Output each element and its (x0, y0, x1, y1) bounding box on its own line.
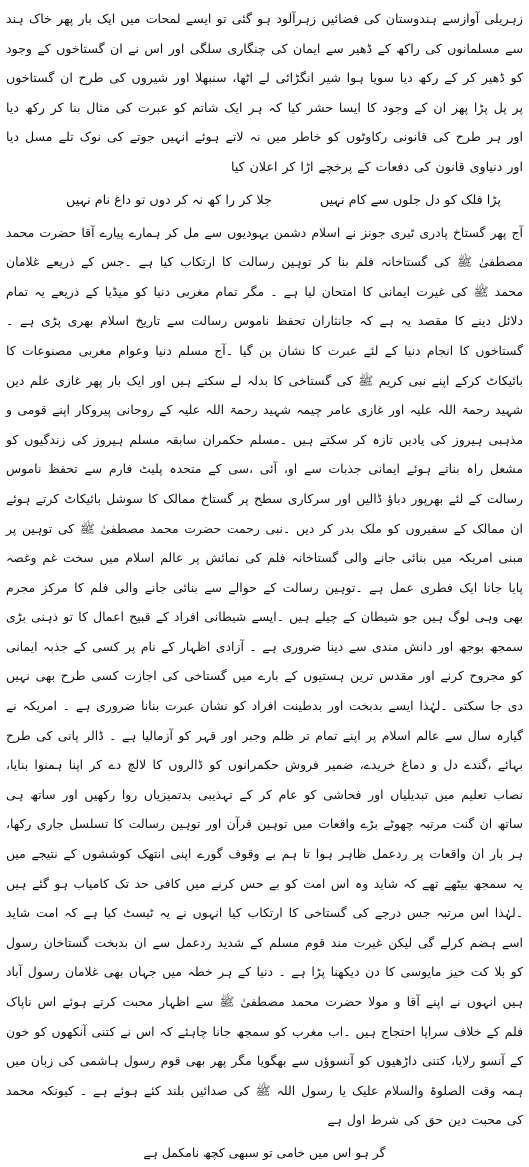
opening-paragraph: زہریلی آوازسے ہندوستان کی فضائیں زہرآلود ہو گئی تو ایسے لمحات میں ایک بار پھر خاک ہند سے مسلمانوں کی راکھ کے ڈھیر سے ایمان کی چنگاری سلگی اور اس نے ان گستاخوں کے وجود کو ڈھیر کر کے رکھ دیا سویا ہوا شیر انگڑائی لے اٹھا، سنبھلا اور شیروں کی طرح ان گستاخوں پر پل پڑا پھر ان کے وجود کا ایسا حشر کیا کہ ہر ایک شاتم کو عبرت کی مثال بنا کر رکھ دیا اور ہر طرح کی قانونی رکاوٹوں کو خاطر میں نہ لاتے ہوئے انہیں جوتے کی نوک تلے مسل دیا اور دنیاوی قانون کی دفعات کے پرخچے اڑا کر اعلان کیا (6, 11, 523, 174)
verse-line-first: پڑا فلک کو دل جلوں سے کام نہیں (319, 192, 501, 208)
verse-couplet (6, 182, 523, 218)
main-paragraph: آج پھر گستاخ پادری ٹیری جونز نے اسلام دشمن یہودیوں سے مل کر ہمارے پیارے آقا حضرت محمد مصطفیٰ ﷺ کی گستاخانہ فلم بنا کر توہین رسالت کا ارتکاب کیا ہے ۔جس کے ذریعے غلامان محمد ﷺ کی غیرت ایمانی کا امتحان لیا ہے ۔ مگر تمام مغربی دنیا کو میڈیا کے ذریعے یہ تمام دلائل دینے کا مقصد یہ ہے کہ جانثاران تحفظ ناموس رسالت سے تاریخ اسلام بھری پڑی ہے ۔گستاخوں کا انجام دنیا کے لئے عبرت کا نشان بن گیا ۔آج مسلم دنیا وعوام مغربی مصنوعات کا بائیکاٹ کرکے اپنے نبی کریم ﷺ کی گستاخی کا بدلہ لے سکتے ہیں اور ایک بار پھر غازی علم دین شہید رحمۃ اللہ علیہ اور غازی عامر چیمہ شہید رحمۃ اللہ علیہ کے روحانی پیروکار اپنے قومی و مذہبی ہیروز کی یادیں تازہ کر سکتے ہیں ۔مسلم حکمران سابقہ مسلم ہیروز کی زندگیوں کو مشعل راہ بناتے ہوئے ایمانی جذبات سے او، آئی ،سی کے متحدہ پلیٹ فارم سے تحفظ ناموس رسالت کے لئے بھرپور دباؤ ڈالیں اور سرکاری سطح پر گستاخ ممالک کا سوشل بائیکاٹ کرتے ہوئے ان ممالک کے سفیروں کو ملک بدر کر دیں ۔نبی رحمت حضرت محمد مصطفیٰ ﷺ کی توہین پر مبنی امریکہ میں بنائی جانے والی گستاخانہ فلم کی نمائش پر عالم اسلام میں سخت غم وغصہ پایا جانا ایک فطری عمل ہے ۔توہین رسالت کے حوالے سے بنائی جانے والی فلم کا مرکز مجرم بھی وہی لوگ ہیں جو شیطان کے چیلے ہیں ۔ایسے شیطانی افراد کے قبیح اعمال کا تو ذہنی بڑی سمجھ بوجھ اور دانش مندی سے دینا ضروری ہے ۔ آزادی اظہار کے نام پر کسی کے جذبہ ایمانی کو مجروح کرنے اور مقدس ترین ہستیوں کے بارے میں گستاخی کی اجازت کسی طرح بھی نہیں دی جا سکتی ۔لہٰذا ایسے بدبخت اور بدطینت افراد کو نشان عبرت بنانا ضروری ہے ۔ امریکہ نے گیارہ سال سے عالم اسلام پر اپنے تمام تر ظلم وجبر اور قہر کو آزمالیا ہے ۔ ڈالر پانی کی طرح بہائے ،گندے دل و دماغ خریدے، ضمیر فروش حکمرانوں کو ڈالروں کا لالچ دے کر اپنا ہمنوا بنایا، نصاب تعلیم میں تبدیلیاں اور فحاشی کو عام کر کے تہذیبی بدتمیزیاں روا رکھیں اور ساتھ ہی ساتھ ان گنت مرتبہ چھوٹے بڑے واقعات میں توہین قرآن اور توہین رسالت کا تسلسل جاری رکھا، ہر بار ان واقعات پر ردعمل ظاہر ہوا تا ہم بے وقوف گورے اپنی انتھک کوششوں کے نتیجے میں یہ سمجھ بیٹھے تھے کہ شاید وہ اس امت کو بے حس کرنے میں کافی حد تک کامیاب ہو گئے ہیں ۔لہٰذا اس مرتبہ جس درجے کی گستاخی کا ارتکاب کیا انہوں نے یہ ٹیسٹ کیا ہے کہ امت شاید اسے ہضم کرلے گی لیکن غیرت مند قوم مسلم کے شدید ردعمل سے ان بدبخت گستاخان رسول کو بلا کت خیز مایوسی کا دن دیکھنا پڑا ہے ۔ دنیا کے ہر خطہ میں جہاں بھی غلامان رسول آباد ہیں انہوں نے اپنے آقا و مولا حضرت محمد مصطفیٰ ﷺ سے اظہار محبت کرتے ہوئے اس ناپاک فلم کے خلاف سراپا احتجاج ہیں ۔اب مغرب کو سمجھ جانا چاہئے کہ اس نے کتنی آنکھوں کو خون کے آنسو رلایا، کتنی داڑھیوں کو آنسوؤں سے بھگویا مگر پھر بھی قوم رسول ہاشمی کی زبان میں ہمہ وقت الصلوۃ والسلام علیک یا رسول اللہ ﷺ کی صدائیں بلند کئے ہوئے ہے ۔ کیونکہ محمد کی محبت دین حق کی شرط اول ہے (6, 224, 523, 1128)
verse-line-second: جلا کر را کھ نہ کر دوں تو داغ نام نہیں (66, 192, 272, 208)
closing-verse-line: گر ہو اس میں خامی تو سبھی کچھ نامکمل ہے (143, 1144, 386, 1160)
